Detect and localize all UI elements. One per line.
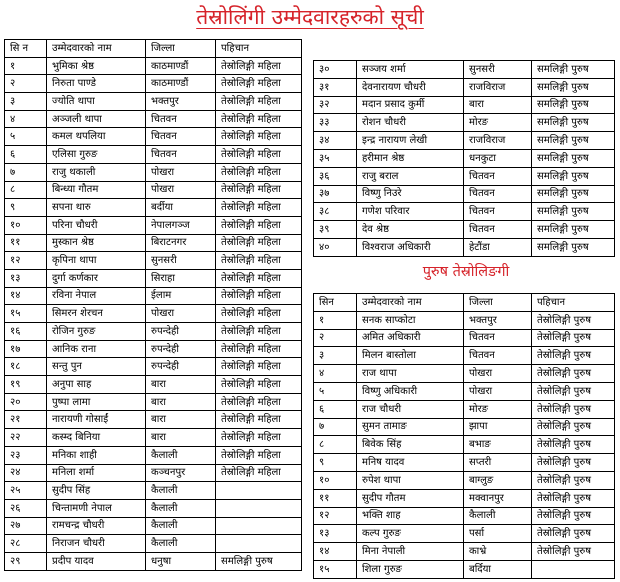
identity-cell [532, 560, 615, 578]
district-cell: बर्दिया [464, 560, 532, 578]
serial-cell: ३३ [314, 114, 357, 132]
serial-cell: १ [314, 311, 357, 329]
table-row [314, 238, 615, 256]
candidate-name-cell: राजु थकाली [47, 163, 146, 181]
serial-cell: २२ [5, 429, 47, 447]
table-row [5, 517, 302, 535]
candidate-name-cell: निरुता पाण्डे [47, 75, 146, 93]
district-cell: कञ्चनपुर [146, 464, 216, 482]
candidate-name-cell: कमल थपलिया [47, 128, 146, 146]
serial-cell: १२ [5, 252, 47, 270]
candidate-name-cell: कल्प गुरुङ [357, 525, 464, 543]
table-row [314, 329, 615, 347]
district-cell: कैलाली [464, 507, 532, 525]
table-row [314, 149, 615, 167]
table-row [5, 552, 302, 570]
serial-cell: ३ [314, 347, 357, 365]
candidate-name-cell: देव श्रेष्ठ [357, 221, 464, 239]
district-cell: चितवन [464, 347, 532, 365]
serial-cell: १५ [5, 305, 47, 323]
identity-cell: समलिङ्गी पुरुष [532, 96, 615, 114]
district-cell: धनुषा [146, 552, 216, 570]
district-cell: चितवन [464, 329, 532, 347]
district-cell: बारा [464, 96, 532, 114]
serial-cell: ४ [314, 365, 357, 383]
candidate-name-cell: सुमन तामाङ [357, 418, 464, 436]
identity-cell: तेस्रोलिङ्गी पुरुष [532, 543, 615, 561]
identity-cell: समलिङ्गी पुरुष [532, 114, 615, 132]
table-row [314, 114, 615, 132]
identity-cell [216, 517, 302, 535]
district-cell: काठमाण्डौं [146, 75, 216, 93]
serial-cell: ३६ [314, 167, 357, 185]
table-row [314, 132, 615, 150]
district-cell: कैलाली [146, 517, 216, 535]
candidate-name-cell: सन्तु पुन [47, 358, 146, 376]
table-row [314, 96, 615, 114]
serial-cell: २९ [5, 552, 47, 570]
table-row [5, 287, 302, 305]
candidate-name-cell: कस्म्द बिनिया [47, 429, 146, 447]
table-row [314, 78, 615, 96]
table-row [5, 181, 302, 199]
district-cell: हेटौंडा [464, 238, 532, 256]
identity-cell: तेस्रोलिङ्गी पुरुष [532, 382, 615, 400]
serial-cell: ४० [314, 238, 357, 256]
table-row [5, 146, 302, 164]
serial-cell: ६ [5, 146, 47, 164]
identity-cell: तेस्रोलिङ्गी पुरुष [532, 400, 615, 418]
identity-cell: तेस्रोलिङ्गी पुरुष [532, 436, 615, 454]
candidate-name-cell: इन्द्र नारायण लेखी [357, 132, 464, 150]
identity-cell: तेस्रोलिङ्गी महिला [216, 199, 302, 217]
column-header: उम्मेदवारको नाम [357, 294, 464, 312]
candidate-name-cell: देवनारायण चौधरी [357, 78, 464, 96]
district-cell: कैलाली [146, 499, 216, 517]
column-header: जिल्ला [146, 40, 216, 58]
page-title: तेस्रोलिंगी उम्मेदवारहरुको सूची [196, 5, 424, 29]
table-header-row [314, 294, 615, 312]
table-row [5, 429, 302, 447]
candidate-name-cell: राज चौधरी [357, 400, 464, 418]
table-row [5, 323, 302, 341]
serial-cell: ५ [5, 128, 47, 146]
serial-cell: ३९ [314, 221, 357, 239]
identity-cell: तेस्रोलिङ्गी महिला [216, 216, 302, 234]
column-header: पहिचान [216, 40, 302, 58]
identity-cell: तेस्रोलिङ्गी महिला [216, 234, 302, 252]
identity-cell: तेस्रोलिङ्गी महिला [216, 287, 302, 305]
identity-cell: समलिङ्गी पुरुष [532, 203, 615, 221]
serial-cell: २ [314, 329, 357, 347]
serial-cell: १० [5, 216, 47, 234]
table-row [5, 535, 302, 553]
candidate-name-cell: चिन्तामणी नेपाल [47, 499, 146, 517]
column-header: पहिचान [532, 294, 615, 312]
table-row [314, 454, 615, 472]
serial-cell: ३८ [314, 203, 357, 221]
gay-male-candidates-table [313, 60, 615, 257]
serial-cell: १४ [5, 287, 47, 305]
table-row [314, 418, 615, 436]
district-cell: नेपालगञ्ज [146, 216, 216, 234]
table-row [314, 507, 615, 525]
candidate-name-cell: अमित अधिकारी [357, 329, 464, 347]
district-cell: बारा [146, 393, 216, 411]
identity-cell: तेस्रोलिङ्गी पुरुष [532, 365, 615, 383]
serial-cell: ७ [5, 163, 47, 181]
candidate-name-cell: सुदीप गौतम [357, 489, 464, 507]
candidate-name-cell: निराजन चौधरी [47, 535, 146, 553]
district-cell: चितवन [464, 167, 532, 185]
district-cell: चितवन [464, 185, 532, 203]
candidate-name-cell: सुदीप सिंह [47, 482, 146, 500]
identity-cell: तेस्रोलिङ्गी महिला [216, 393, 302, 411]
serial-cell: ३७ [314, 185, 357, 203]
table-row [314, 221, 615, 239]
identity-cell: समलिङ्गी पुरुष [532, 221, 615, 239]
candidate-name-cell: कृपिना थापा [47, 252, 146, 270]
table-row [5, 75, 302, 93]
serial-cell: २७ [5, 517, 47, 535]
district-cell: कैलाली [146, 482, 216, 500]
candidate-name-cell: भक्ति शाह [357, 507, 464, 525]
district-cell: बाग्लुङ [464, 471, 532, 489]
identity-cell: तेस्रोलिङ्गी महिला [216, 446, 302, 464]
identity-cell: तेस्रोलिङ्गी महिला [216, 128, 302, 146]
serial-cell: २ [5, 75, 47, 93]
serial-cell: ९ [314, 454, 357, 472]
column-header: सि न [5, 40, 47, 58]
identity-cell: तेस्रोलिङ्गी महिला [216, 163, 302, 181]
identity-cell: तेस्रोलिङ्गी महिला [216, 146, 302, 164]
identity-cell: तेस्रोलिङ्गी महिला [216, 252, 302, 270]
serial-cell: १२ [314, 507, 357, 525]
district-cell: सप्तरी [464, 454, 532, 472]
candidate-name-cell: सनक साप्कोटा [357, 311, 464, 329]
district-cell: चितवन [464, 203, 532, 221]
serial-cell: ६ [314, 400, 357, 418]
candidate-name-cell: मिना नेपाली [357, 543, 464, 561]
serial-cell: २६ [5, 499, 47, 517]
identity-cell: तेस्रोलिङ्गी पुरुष [532, 525, 615, 543]
identity-cell: तेस्रोलिङ्गी पुरुष [532, 329, 615, 347]
candidate-name-cell: शिला गुरुङ [357, 560, 464, 578]
district-cell: कैलाली [146, 446, 216, 464]
candidate-name-cell: मुस्कान श्रेष्ठ [47, 234, 146, 252]
serial-cell: ३४ [314, 132, 357, 150]
serial-cell: २४ [5, 464, 47, 482]
table-row [5, 128, 302, 146]
district-cell: पर्सा [464, 525, 532, 543]
identity-cell: समलिङ्गी पुरुष [532, 132, 615, 150]
identity-cell: तेस्रोलिङ्गी महिला [216, 429, 302, 447]
identity-cell: तेस्रोलिङ्गी पुरुष [532, 454, 615, 472]
candidate-name-cell: गणेश परिवार [357, 203, 464, 221]
district-cell: भक्तपुर [464, 311, 532, 329]
district-cell: राजविराज [464, 132, 532, 150]
identity-cell: तेस्रोलिङ्गी महिला [216, 340, 302, 358]
table-row [314, 382, 615, 400]
district-cell: चितवन [146, 146, 216, 164]
serial-cell: ७ [314, 418, 357, 436]
serial-cell: ११ [314, 489, 357, 507]
identity-cell: समलिङ्गी पुरुष [532, 185, 615, 203]
table-row [314, 185, 615, 203]
candidate-name-cell: रुपेश थापा [357, 471, 464, 489]
identity-cell: समलिङ्गी पुरुष [532, 149, 615, 167]
serial-cell: १८ [5, 358, 47, 376]
table-row [314, 543, 615, 561]
table-row [5, 93, 302, 111]
column-header: सिन [314, 294, 357, 312]
identity-cell: तेस्रोलिङ्गी महिला [216, 305, 302, 323]
candidate-name-cell: बिवेक सिंह [357, 436, 464, 454]
table-header-row [5, 40, 302, 58]
serial-cell: ३१ [314, 78, 357, 96]
district-cell: झापा [464, 418, 532, 436]
table-row [314, 61, 615, 79]
candidate-name-cell: मनिष यादव [357, 454, 464, 472]
table-row [314, 400, 615, 418]
identity-cell [216, 482, 302, 500]
district-cell: रुपन्देही [146, 358, 216, 376]
candidate-name-cell: नारायणी गोसाईं [47, 411, 146, 429]
table-row [5, 446, 302, 464]
table-row [5, 411, 302, 429]
table-row [5, 163, 302, 181]
candidate-name-cell: रविना नेपाल [47, 287, 146, 305]
serial-cell: १५ [314, 560, 357, 578]
district-cell: रुपन्देही [146, 323, 216, 341]
table-row [314, 471, 615, 489]
serial-cell: ३० [314, 61, 357, 79]
table-row [5, 482, 302, 500]
serial-cell: १७ [5, 340, 47, 358]
candidate-name-cell: राजु बराल [357, 167, 464, 185]
identity-cell: तेस्रोलिङ्गी महिला [216, 464, 302, 482]
district-cell: पोखरा [146, 163, 216, 181]
candidate-name-cell: रोजिन गुरुङ [47, 323, 146, 341]
identity-cell: तेस्रोलिङ्गी पुरुष [532, 489, 615, 507]
identity-cell: तेस्रोलिङ्गी महिला [216, 75, 302, 93]
candidate-name-cell: मदान प्रसाद कुर्मी [357, 96, 464, 114]
table-row [314, 560, 615, 578]
candidate-name-cell: रामचन्द्र चौधरी [47, 517, 146, 535]
identity-cell: तेस्रोलिङ्गी महिला [216, 181, 302, 199]
table-row [5, 340, 302, 358]
district-cell: पोखरा [464, 365, 532, 383]
candidate-name-cell: हरीमान श्रेष्ठ [357, 149, 464, 167]
identity-cell: तेस्रोलिङ्गी महिला [216, 323, 302, 341]
identity-cell: तेस्रोलिङ्गी महिला [216, 411, 302, 429]
identity-cell: समलिङ्गी पुरुष [532, 238, 615, 256]
district-cell: पोखरा [146, 181, 216, 199]
serial-cell: २३ [5, 446, 47, 464]
candidate-name-cell: ज्योति थापा [47, 93, 146, 111]
district-cell: ईलाम [146, 287, 216, 305]
male-transgender-candidates-table [313, 293, 615, 579]
identity-cell: तेस्रोलिङ्गी महिला [216, 376, 302, 394]
table-row [314, 167, 615, 185]
district-cell: मोरङ [464, 114, 532, 132]
candidate-name-cell: रोशन चौधरी [357, 114, 464, 132]
serial-cell: १३ [5, 269, 47, 287]
identity-cell: तेस्रोलिङ्गी महिला [216, 269, 302, 287]
identity-cell: समलिङ्गी पुरुष [532, 78, 615, 96]
table-row [314, 347, 615, 365]
serial-cell: ८ [314, 436, 357, 454]
district-cell: चितवन [464, 221, 532, 239]
serial-cell: ३२ [314, 96, 357, 114]
serial-cell: १० [314, 471, 357, 489]
column-header: उम्मेदवारको नाम [47, 40, 146, 58]
table-row [314, 436, 615, 454]
identity-cell [216, 499, 302, 517]
section-title-male-transgender: पुरुष तेस्रोलिङगी [422, 264, 510, 280]
candidate-name-cell: मिलन बास्तोला [357, 347, 464, 365]
table-row [5, 57, 302, 75]
identity-cell [216, 535, 302, 553]
candidate-name-cell: मनिका शाही [47, 446, 146, 464]
serial-cell: ८ [5, 181, 47, 199]
candidate-name-cell: पुष्पा लामा [47, 393, 146, 411]
table-row [314, 525, 615, 543]
serial-cell: २१ [5, 411, 47, 429]
serial-cell: १३ [314, 525, 357, 543]
candidate-name-cell: प्रदीप यादव [47, 552, 146, 570]
female-candidates-table [4, 39, 302, 571]
district-cell: बभाङ [464, 436, 532, 454]
district-cell: चितवन [146, 128, 216, 146]
table-row [5, 358, 302, 376]
serial-cell: २५ [5, 482, 47, 500]
table-row [5, 499, 302, 517]
table-row [314, 489, 615, 507]
district-cell: बारा [146, 376, 216, 394]
candidate-name-cell: विश्वराज अधिकारी [357, 238, 464, 256]
candidate-name-cell: भुमिका श्रेष्ठ [47, 57, 146, 75]
table-row [5, 252, 302, 270]
table-row [5, 199, 302, 217]
district-cell: भक्तपुर [146, 93, 216, 111]
candidate-name-cell: अनुपा साह [47, 376, 146, 394]
table-row [5, 234, 302, 252]
district-cell: काभ्रे [464, 543, 532, 561]
district-cell: सुनसरी [146, 252, 216, 270]
district-cell: बारा [146, 429, 216, 447]
district-cell: बर्दीया [146, 199, 216, 217]
serial-cell: २० [5, 393, 47, 411]
serial-cell: ३५ [314, 149, 357, 167]
district-cell: काठमाण्डौं [146, 57, 216, 75]
district-cell: मक्वानपुर [464, 489, 532, 507]
district-cell: बिराटनगर [146, 234, 216, 252]
candidate-name-cell: सञ्जय शर्मा [357, 61, 464, 79]
table-row [5, 269, 302, 287]
candidate-name-cell: मनिला शर्मा [47, 464, 146, 482]
identity-cell: तेस्रोलिङ्गी पुरुष [532, 418, 615, 436]
serial-cell: ९ [5, 199, 47, 217]
candidate-name-cell: दुर्गा कर्णकार [47, 269, 146, 287]
district-cell: पोखरा [464, 382, 532, 400]
serial-cell: ३ [5, 93, 47, 111]
district-cell: सिराहा [146, 269, 216, 287]
candidate-name-cell: अञ्जली थापा [47, 110, 146, 128]
identity-cell: समलिङ्गी पुरुष [216, 552, 302, 570]
district-cell: मोरङ [464, 400, 532, 418]
table-row [5, 110, 302, 128]
candidate-name-cell: विष्णु निउरे [357, 185, 464, 203]
district-cell: धनकुटा [464, 149, 532, 167]
column-header: जिल्ला [464, 294, 532, 312]
serial-cell: ११ [5, 234, 47, 252]
candidate-name-cell: एलिसा गुरुङ [47, 146, 146, 164]
identity-cell: तेस्रोलिङ्गी महिला [216, 358, 302, 376]
identity-cell: समलिङ्गी पुरुष [532, 61, 615, 79]
identity-cell: तेस्रोलिङ्गी पुरुष [532, 471, 615, 489]
identity-cell: तेस्रोलिङ्गी पुरुष [532, 507, 615, 525]
table-row [314, 365, 615, 383]
district-cell: पोखरा [146, 305, 216, 323]
candidate-name-cell: सिमरन शेरचन [47, 305, 146, 323]
identity-cell: तेस्रोलिङ्गी पुरुष [532, 311, 615, 329]
candidate-name-cell: विष्णु अधिकारी [357, 382, 464, 400]
serial-cell: ५ [314, 382, 357, 400]
district-cell: चितवन [146, 110, 216, 128]
identity-cell: तेस्रोलिङ्गी महिला [216, 57, 302, 75]
district-cell: सुनसरी [464, 61, 532, 79]
table-row [5, 305, 302, 323]
district-cell: रुपन्देही [146, 340, 216, 358]
identity-cell: समलिङ्गी पुरुष [532, 167, 615, 185]
table-row [5, 216, 302, 234]
serial-cell: १९ [5, 376, 47, 394]
candidate-name-cell: राज थापा [357, 365, 464, 383]
serial-cell: १ [5, 57, 47, 75]
table-row [314, 311, 615, 329]
identity-cell: तेस्रोलिङ्गी महिला [216, 110, 302, 128]
serial-cell: ४ [5, 110, 47, 128]
identity-cell: तेस्रोलिङ्गी पुरुष [532, 347, 615, 365]
table-row [5, 464, 302, 482]
candidate-name-cell: बिन्ध्या गौतम [47, 181, 146, 199]
identity-cell: तेस्रोलिङ्गी महिला [216, 93, 302, 111]
serial-cell: २८ [5, 535, 47, 553]
table-row [5, 376, 302, 394]
candidate-name-cell: परिना चौधरी [47, 216, 146, 234]
district-cell: राजविराज [464, 78, 532, 96]
candidate-name-cell: सपना थारु [47, 199, 146, 217]
district-cell: बारा [146, 411, 216, 429]
candidate-name-cell: आनिक राना [47, 340, 146, 358]
district-cell: कैलाली [146, 535, 216, 553]
serial-cell: १६ [5, 323, 47, 341]
serial-cell: १४ [314, 543, 357, 561]
table-row [314, 203, 615, 221]
table-row [5, 393, 302, 411]
